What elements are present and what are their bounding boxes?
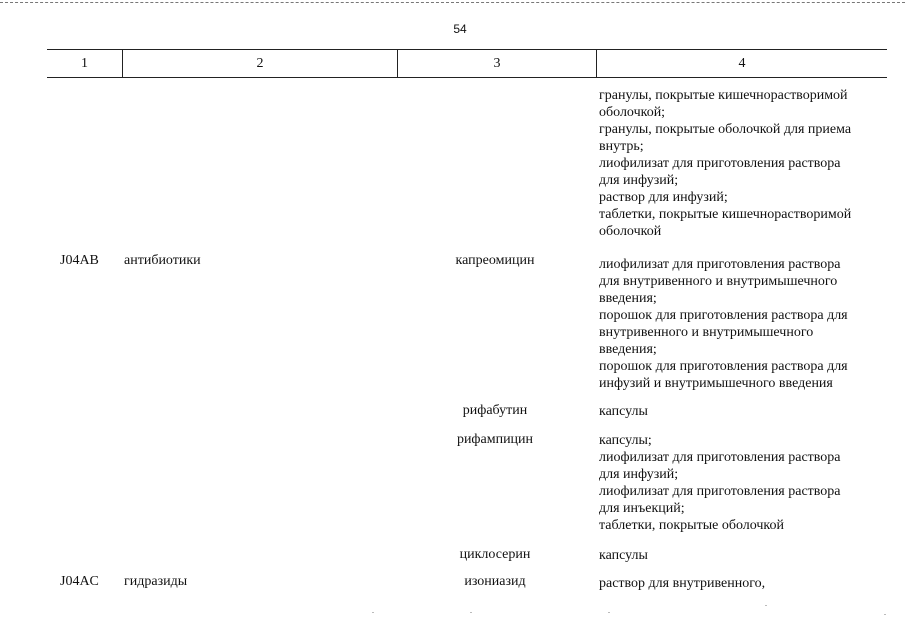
dosage-form-line: для инъекций; (599, 501, 685, 516)
header-cell-4: 4 (738, 56, 746, 71)
dosage-form-line: капсулы (599, 404, 648, 419)
scan-speck (608, 612, 610, 613)
group-name-cell: антибиотики (124, 253, 201, 268)
scan-speck (372, 612, 374, 613)
dosage-form-line: для инфузий; (599, 173, 679, 188)
dosage-form-line: раствор для инфузий; (599, 190, 728, 205)
dosage-forms-cell (599, 256, 848, 392)
drug-name-cell: циклосерин (459, 547, 531, 562)
scan-speck (470, 612, 472, 613)
dosage-form-line: оболочкой (599, 224, 662, 239)
dosage-form-line: лиофилизат для приготовления раствора (599, 257, 841, 272)
dosage-form-line: таблетки, покрытые кишечнорастворимой (599, 207, 852, 222)
drug-name-cell: рифампицин (456, 432, 534, 447)
dosage-forms-cell (599, 547, 648, 564)
dosage-forms-cell (599, 87, 851, 240)
page-number: 54 (453, 22, 467, 36)
scan-speck (765, 605, 767, 606)
dosage-forms-cell (599, 575, 765, 592)
dosage-form-line: таблетки, покрытые оболочкой (599, 518, 785, 533)
dosage-form-line: для внутривенного и внутримышечного (599, 274, 838, 289)
dosage-form-line: введения; (599, 291, 657, 306)
dosage-form-line: гранулы, покрытые кишечнорастворимой (599, 88, 848, 103)
dosage-form-line: введения; (599, 342, 657, 357)
dosage-form-line: лиофилизат для приготовления раствора (599, 156, 841, 171)
dosage-form-line: порошок для приготовления раствора для (599, 359, 848, 374)
dosage-form-line: раствор для внутривенного, (599, 576, 766, 591)
dosage-forms-cell (599, 403, 648, 420)
atc-code-cell: J04AC (60, 574, 99, 589)
scan-speck (884, 614, 886, 615)
dosage-form-line: лиофилизат для приготовления раствора (599, 484, 841, 499)
dosage-form-line: лиофилизат для приготовления раствора (599, 450, 841, 465)
drug-name-cell: капреомицин (455, 253, 535, 268)
dosage-form-line: для инфузий; (599, 467, 679, 482)
header-cell-3: 3 (493, 56, 501, 71)
atc-code-cell: J04AB (60, 253, 99, 268)
header-cell-1: 1 (81, 56, 88, 71)
dosage-form-line: порошок для приготовления раствора для (599, 308, 848, 323)
scan-edge-line (0, 2, 905, 3)
table-header (47, 49, 887, 78)
drug-name-cell: рифабутин (462, 403, 528, 418)
dosage-form-line: капсулы; (599, 433, 652, 448)
header-cell-2: 2 (256, 56, 264, 71)
drug-name-cell: изониазид (464, 574, 526, 589)
dosage-form-line: внутрь; (599, 139, 644, 154)
dosage-form-line: гранулы, покрытые оболочкой для приема (599, 122, 852, 137)
dosage-form-line: оболочкой; (599, 105, 666, 120)
dosage-form-line: внутривенного и внутримышечного (599, 325, 814, 340)
dosage-form-line: капсулы (599, 548, 648, 563)
dosage-forms-cell (599, 432, 841, 534)
dosage-form-line: инфузий и внутримышечного введения (599, 376, 833, 391)
group-name-cell: гидразиды (124, 574, 188, 589)
